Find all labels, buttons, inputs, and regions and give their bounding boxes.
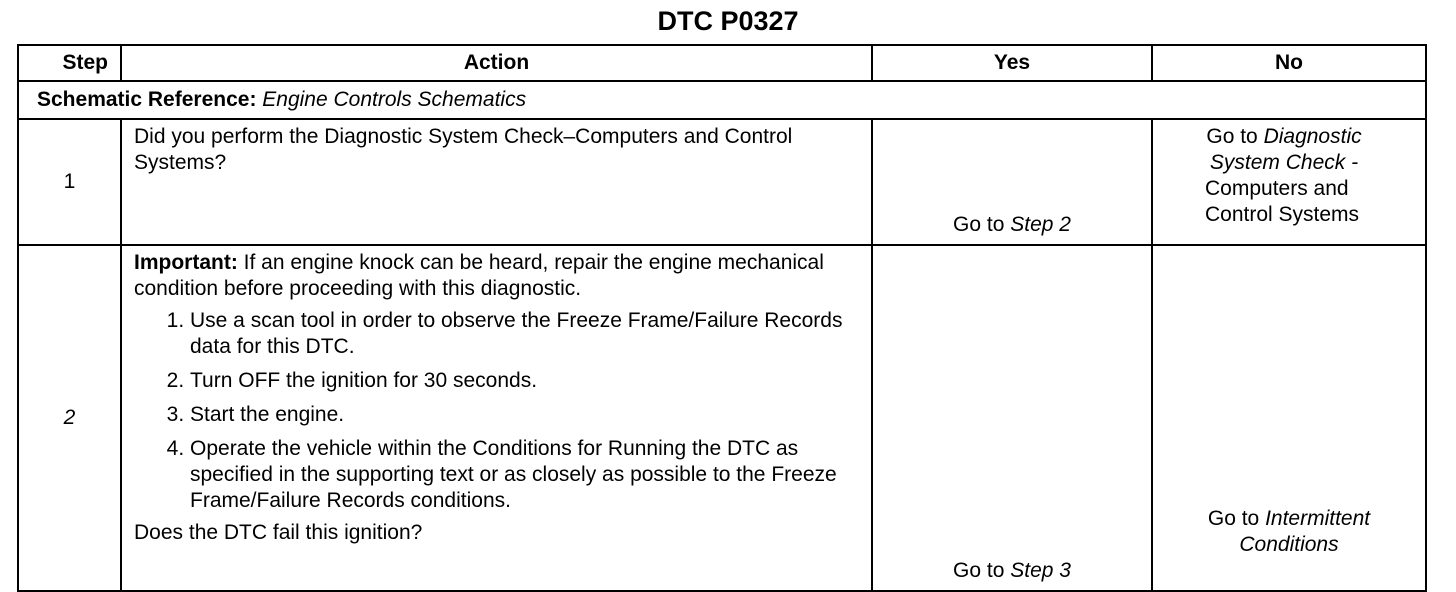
no-cell (1152, 245, 1426, 591)
yes-cell (872, 245, 1152, 591)
no-link[interactable]: Intermittent Conditions (1239, 507, 1371, 556)
yes-cell (872, 119, 1152, 245)
step-action (121, 245, 872, 591)
no-prefix: Go to (1207, 507, 1266, 530)
no-suffix: Computers and Control Systems (1205, 177, 1360, 226)
step-question: Did you perform the Diagnostic System Check–Computers and Control Systems? (134, 125, 793, 174)
step-number: 1 (18, 119, 121, 245)
schematic-reference (18, 81, 1426, 119)
yes-link[interactable]: Step 2 (1010, 213, 1071, 236)
yes-prefix: Go to (953, 213, 1011, 236)
no-link[interactable]: Diagnostic System Check - (1209, 125, 1362, 174)
no-cell (1152, 119, 1426, 245)
column-header-step: Step (18, 45, 121, 81)
step-number: 2 (18, 245, 121, 591)
column-header-no: No (1152, 45, 1426, 81)
important-label: Important: (134, 251, 238, 274)
schematic-reference-link[interactable]: Engine Controls Schematics (262, 88, 527, 111)
header-row (18, 45, 1426, 81)
page-title: DTC P0327 (657, 6, 799, 36)
yes-link[interactable]: Step 3 (1010, 559, 1071, 582)
schematic-reference-row (18, 81, 1426, 119)
diagnostic-table (17, 44, 1427, 592)
list-item: 3. Start the engine. (190, 402, 859, 428)
substep-list (134, 308, 859, 514)
step-action (121, 119, 872, 245)
important-note (134, 250, 859, 302)
no-prefix: Go to (1206, 125, 1264, 148)
important-text: If an engine knock can be heard, repair the engine mechanical condition before proceeding with this diagnostic. (134, 251, 824, 300)
schematic-reference-label: Schematic Reference: (37, 88, 257, 111)
step-question: Does the DTC fail this ignition? (134, 521, 423, 544)
list-item: 1. Use a scan tool in order to observe the Freeze Frame/Failure Records data for this DTC. (190, 308, 859, 360)
table-row (18, 245, 1426, 591)
table-row (18, 119, 1426, 245)
column-header-action: Action (121, 45, 872, 81)
list-item: 2. Turn OFF the ignition for 30 seconds. (190, 368, 859, 394)
column-header-yes: Yes (872, 45, 1152, 81)
yes-prefix: Go to (953, 559, 1011, 582)
list-item: 4. Operate the vehicle within the Conditions for Running the DTC as specified in the supporting text or as closely as possible to the Freeze Frame/Failure Records conditions. (190, 436, 859, 514)
